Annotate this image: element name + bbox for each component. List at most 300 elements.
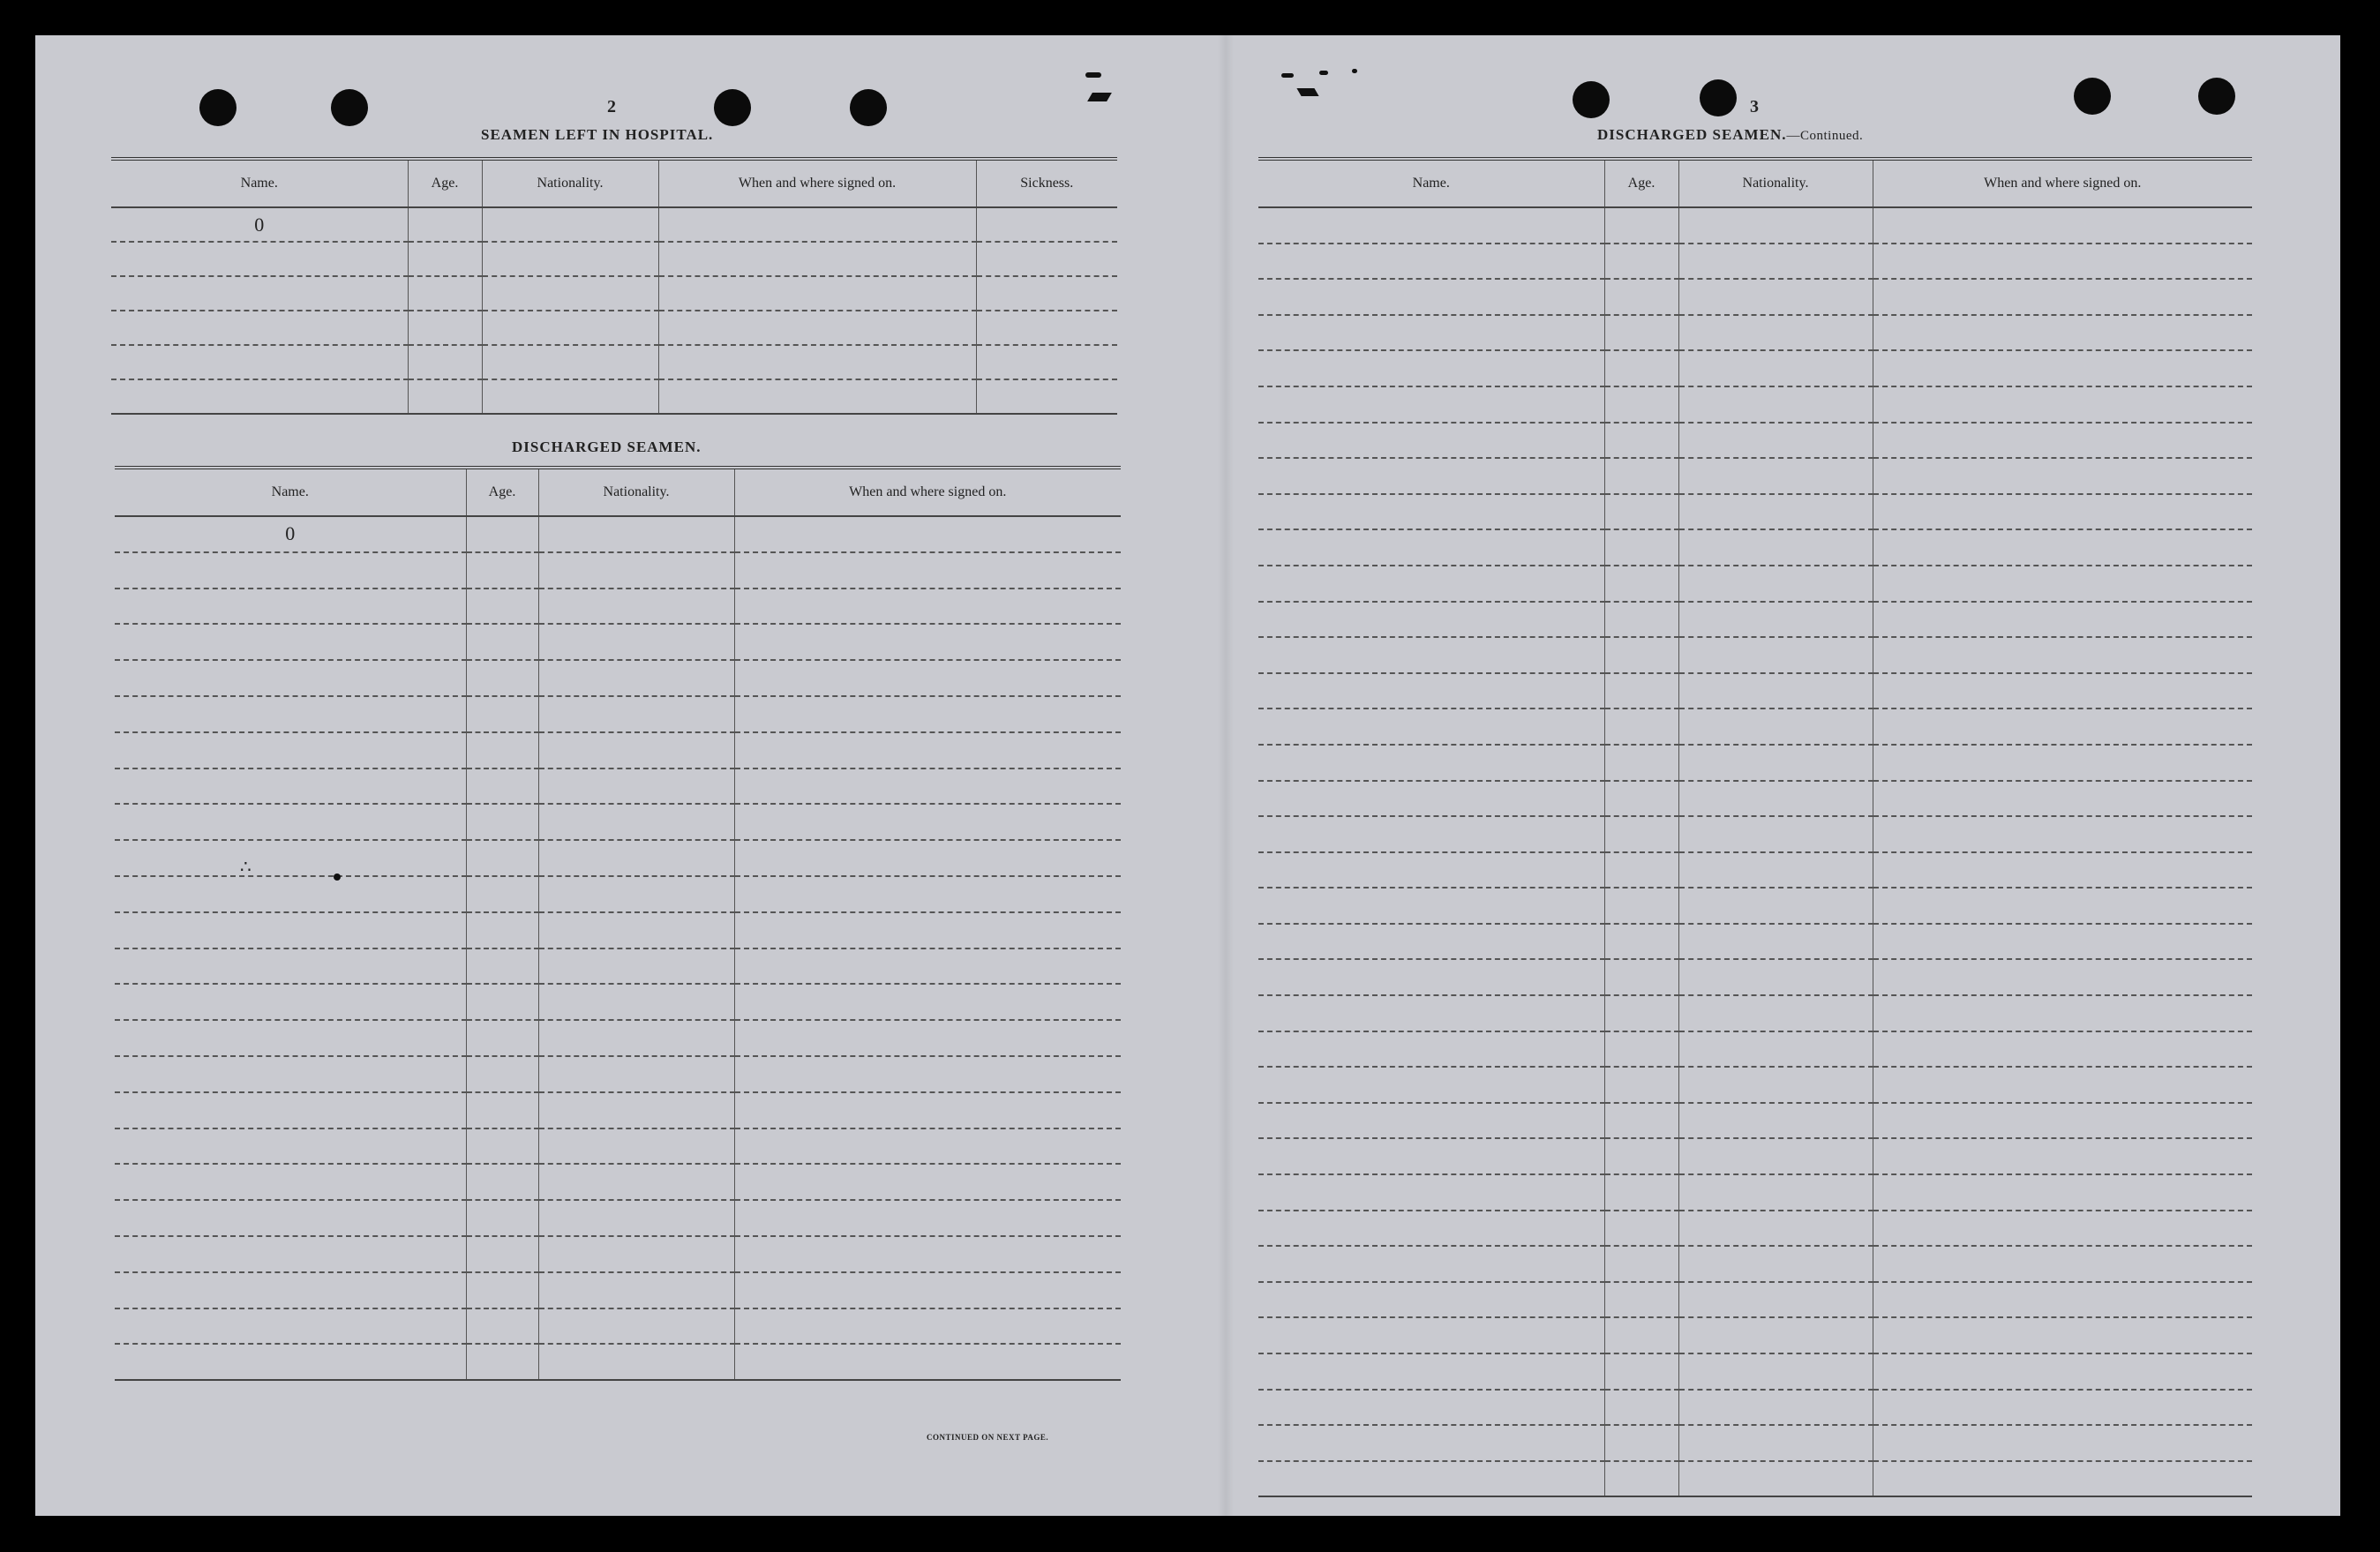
column-header-nationality: Nationality. [1678,159,1873,207]
table-row [115,876,1121,912]
table-cell-age [1604,995,1678,1031]
table-cell-name [1258,1246,1604,1282]
table-row [115,804,1121,840]
table-row [115,840,1121,876]
table-row [1258,423,2252,459]
table-row [115,1056,1121,1092]
table-row [111,345,1117,379]
table-row [1258,1353,2252,1390]
ink-speck [1087,93,1112,101]
table-cell-age [1604,852,1678,888]
table-cell-name [1258,529,1604,566]
table-cell-nationality [1678,350,1873,386]
table-cell-nationality [1678,386,1873,423]
table-cell-when-and-where-signed-on [658,345,976,379]
table-cell-nationality [1678,637,1873,673]
table-cell-nationality [538,696,734,732]
punch-hole [331,89,368,126]
table-cell-name [1258,1031,1604,1068]
table-cell-when-and-where-signed-on [1873,1390,2252,1426]
table-cell-when-and-where-signed-on [734,984,1121,1020]
table-cell-age [1604,494,1678,530]
handwritten-mark: ∴ [240,858,252,877]
table-row [1258,1390,2252,1426]
table-cell-when-and-where-signed-on [734,1056,1121,1092]
ink-speck [1281,73,1294,78]
table-cell-nationality [1678,244,1873,280]
table-cell-name [1258,745,1604,781]
table-cell-name [111,276,408,311]
table-row [115,660,1121,696]
table-cell-name [1258,244,1604,280]
table-row [115,1200,1121,1236]
table-row [115,984,1121,1020]
table-cell-name [115,1092,466,1128]
table-cell-when-and-where-signed-on [1873,1353,2252,1390]
continued-suffix: —Continued. [1786,129,1864,143]
table-cell-age [466,696,538,732]
discharged-continued-table [1258,157,2252,1497]
table-cell-age [1604,1031,1678,1068]
table-cell-nationality [538,660,734,696]
table-cell-nationality [538,948,734,985]
table-cell-nationality [538,552,734,589]
table-cell-when-and-where-signed-on [734,1164,1121,1200]
table-cell-when-and-where-signed-on [658,311,976,345]
table-cell-when-and-where-signed-on [1873,315,2252,351]
table-cell-when-and-where-signed-on [1873,852,2252,888]
table-row [1258,386,2252,423]
table-cell-name [115,624,466,660]
table-cell-nationality [1678,494,1873,530]
table-cell-when-and-where-signed-on [734,1236,1121,1272]
table-cell-age [466,1308,538,1345]
table-row [115,1344,1121,1380]
table-cell-age [1604,244,1678,280]
table-row [1258,244,2252,280]
table-row [1258,1425,2252,1461]
table-row [1258,816,2252,852]
table-cell-name [115,1164,466,1200]
table-row [111,379,1117,414]
table-cell-name [1258,1211,1604,1247]
table-cell-nationality [1678,852,1873,888]
table-cell-nationality [1678,1103,1873,1139]
discharged-section-title: DISCHARGED SEAMEN. [512,439,702,455]
table-cell-name [115,696,466,732]
table-cell-when-and-where-signed-on [734,876,1121,912]
table-row [115,516,1121,552]
table-cell-when-and-where-signed-on [734,660,1121,696]
table-cell-sickness [976,379,1117,414]
table-cell-nationality [538,516,734,552]
table-cell-name [1258,1353,1604,1390]
table-cell-when-and-where-signed-on [1873,1282,2252,1318]
table-cell-age [466,1164,538,1200]
table-row [1258,852,2252,888]
table-row [1258,1174,2252,1211]
table-cell-when-and-where-signed-on [1873,1425,2252,1461]
table-cell-when-and-where-signed-on [1873,494,2252,530]
table-cell-when-and-where-signed-on [1873,816,2252,852]
table-cell-age [1604,637,1678,673]
table-cell-name [115,1344,466,1380]
table-cell-nationality [1678,816,1873,852]
table-cell-nationality [482,311,658,345]
table-cell-name [115,912,466,948]
table-cell-nationality [538,876,734,912]
table-cell-name [1258,1138,1604,1174]
table-cell-when-and-where-signed-on [1873,458,2252,494]
table-cell-age [466,552,538,589]
table-cell-when-and-where-signed-on [1873,350,2252,386]
table-cell-name [1258,1317,1604,1353]
table-cell-when-and-where-signed-on [734,769,1121,805]
table-cell-when-and-where-signed-on [734,1308,1121,1345]
table-cell-when-and-where-signed-on [658,276,976,311]
table-cell-name [1258,350,1604,386]
table-cell-age [1604,1282,1678,1318]
table-cell-when-and-where-signed-on [658,207,976,242]
table-cell-name [115,1056,466,1092]
table-cell-nationality [1678,1282,1873,1318]
table-cell-name [115,1272,466,1308]
table-cell-when-and-where-signed-on [1873,673,2252,709]
table-cell-nationality [538,840,734,876]
table-cell-when-and-where-signed-on [734,516,1121,552]
table-cell-name [115,984,466,1020]
table-cell-age [408,379,482,414]
ink-speck [1352,69,1357,73]
table-row [1258,1246,2252,1282]
table-cell-when-and-where-signed-on [1873,709,2252,745]
table-cell-nationality [1678,888,1873,924]
table-row [115,624,1121,660]
table-cell-age [466,516,538,552]
table-cell-nationality [1678,924,1873,960]
table-cell-name [1258,602,1604,638]
table-row [115,552,1121,589]
column-header-age: Age. [1604,159,1678,207]
table-cell-name: 0 [111,207,408,242]
table-row [1258,494,2252,530]
table-cell-sickness [976,207,1117,242]
table-cell-when-and-where-signed-on [734,589,1121,625]
table-cell-age [466,660,538,696]
table-cell-when-and-where-signed-on [1873,207,2252,244]
column-header-when-and-where-signed-on: When and where signed on. [658,159,976,207]
table-cell-name [111,379,408,414]
table-cell-nationality [482,242,658,276]
table-row [115,1236,1121,1272]
table-cell-when-and-where-signed-on [734,948,1121,985]
table-row [1258,458,2252,494]
table-cell-nationality [1678,995,1873,1031]
table-cell-age [1604,745,1678,781]
table-cell-age [1604,1067,1678,1103]
table-row [115,1164,1121,1200]
table-cell-nationality [1678,1067,1873,1103]
table-row [115,696,1121,732]
table-cell-name [1258,888,1604,924]
table-cell-age [1604,1246,1678,1282]
table-row [115,589,1121,625]
column-header-nationality: Nationality. [538,468,734,516]
table-cell-name [115,552,466,589]
table-cell-nationality [538,589,734,625]
table-cell-age [1604,423,1678,459]
table-cell-nationality [1678,1031,1873,1068]
table-row [1258,1317,2252,1353]
ink-speck [1296,88,1318,96]
punch-hole [199,89,236,126]
table-cell-when-and-where-signed-on [1873,924,2252,960]
table-cell-name [1258,1461,1604,1497]
discharged-continued-title [1597,126,1863,144]
table-cell-name [1258,279,1604,315]
table-row [115,1308,1121,1345]
table-cell-name [1258,637,1604,673]
table-row [1258,745,2252,781]
table-cell-nationality [1678,458,1873,494]
table-cell-age [1604,279,1678,315]
table-cell-age [408,207,482,242]
discharged-continued-title-text: DISCHARGED SEAMEN. [1597,126,1787,143]
table-row [115,769,1121,805]
table-cell-name [115,769,466,805]
table-cell-name [115,948,466,985]
ink-speck [1085,72,1101,78]
table-cell-nationality [1678,1138,1873,1174]
table-cell-age [1604,207,1678,244]
table-row [1258,529,2252,566]
table-row [111,311,1117,345]
table-cell-name [1258,1390,1604,1426]
punch-hole [1573,81,1610,118]
table-cell-name [1258,781,1604,817]
table-cell-name [1258,207,1604,244]
table-cell-name [115,876,466,912]
table-cell-age [466,1236,538,1272]
table-cell-nationality [538,624,734,660]
table-cell-name [115,589,466,625]
table-cell-when-and-where-signed-on [734,552,1121,589]
table-row [115,1020,1121,1056]
table-cell-nationality [482,276,658,311]
table-cell-name [1258,1425,1604,1461]
table-row [1258,995,2252,1031]
table-cell-when-and-where-signed-on [734,1272,1121,1308]
table-cell-name [115,840,466,876]
table-cell-when-and-where-signed-on [734,732,1121,769]
table-cell-nationality [1678,1425,1873,1461]
table-cell-name [1258,423,1604,459]
table-cell-age [466,984,538,1020]
table-row [1258,1211,2252,1247]
table-cell-nationality [538,1092,734,1128]
table-cell-age [1604,924,1678,960]
table-cell-nationality [538,1236,734,1272]
table-row [115,1272,1121,1308]
table-cell-nationality [1678,959,1873,995]
document-sheet [35,35,2340,1516]
table-row [1258,1031,2252,1068]
table-cell-when-and-where-signed-on [1873,602,2252,638]
table-row [1258,673,2252,709]
table-cell-sickness [976,276,1117,311]
continued-note: CONTINUED ON NEXT PAGE. [927,1433,1049,1442]
table-cell-when-and-where-signed-on [1873,1103,2252,1139]
table-row [1258,1103,2252,1139]
table-cell-sickness [976,242,1117,276]
table-cell-age [1604,1211,1678,1247]
table-cell-age [1604,1138,1678,1174]
table-cell-name [111,345,408,379]
table-cell-when-and-where-signed-on [734,1344,1121,1380]
page-number-left: 2 [607,97,616,116]
table-cell-name [1258,852,1604,888]
table-cell-age [1604,1461,1678,1497]
table-cell-age [466,1272,538,1308]
table-cell-when-and-where-signed-on [734,624,1121,660]
table-cell-nationality [1678,1211,1873,1247]
table-cell-nationality [538,912,734,948]
table-row [1258,637,2252,673]
table-cell-when-and-where-signed-on [658,379,976,414]
table-cell-nationality [482,379,658,414]
table-cell-nationality [1678,529,1873,566]
table-cell-nationality [1678,602,1873,638]
punch-hole [1700,79,1737,116]
table-row [1258,924,2252,960]
table-cell-name [1258,1067,1604,1103]
table-cell-when-and-where-signed-on [734,804,1121,840]
table-cell-nationality [1678,279,1873,315]
table-cell-nationality [1678,423,1873,459]
table-row [115,912,1121,948]
table-row [1258,566,2252,602]
table-row [115,948,1121,985]
table-cell-when-and-where-signed-on [658,242,976,276]
table-cell-name [115,1308,466,1345]
table-row [111,276,1117,311]
table-cell-when-and-where-signed-on [1873,745,2252,781]
column-header-when-and-where-signed-on: When and where signed on. [734,468,1121,516]
table-cell-age [1604,566,1678,602]
table-cell-name [1258,959,1604,995]
table-cell-when-and-where-signed-on [1873,1461,2252,1497]
table-cell-age [466,876,538,912]
table-cell-nationality [1678,315,1873,351]
punch-hole [850,89,887,126]
table-cell-when-and-where-signed-on [1873,279,2252,315]
table-cell-age [1604,315,1678,351]
table-cell-name [115,1020,466,1056]
table-row [1258,279,2252,315]
table-row [1258,315,2252,351]
table-cell-age [466,1056,538,1092]
table-cell-nationality [1678,1246,1873,1282]
table-cell-name [1258,1282,1604,1318]
table-cell-name [1258,673,1604,709]
table-cell-age [466,840,538,876]
punch-hole [2198,78,2235,115]
table-cell-when-and-where-signed-on [734,912,1121,948]
table-row [115,1128,1121,1165]
table-cell-name [1258,816,1604,852]
table-cell-name [115,1200,466,1236]
table-row [1258,959,2252,995]
table-cell-nationality [1678,1353,1873,1390]
table-cell-when-and-where-signed-on [734,1092,1121,1128]
table-cell-when-and-where-signed-on [1873,1246,2252,1282]
table-row [1258,1138,2252,1174]
table-cell-age [1604,386,1678,423]
column-header-name: Name. [111,159,408,207]
table-cell-nationality [538,1128,734,1165]
table-cell-nationality [538,1344,734,1380]
table-cell-when-and-where-signed-on [1873,1031,2252,1068]
table-cell-age [1604,816,1678,852]
table-cell-when-and-where-signed-on [1873,423,2252,459]
table-cell-age [1604,959,1678,995]
column-header-age: Age. [466,468,538,516]
table-row [115,1092,1121,1128]
table-cell-name [115,732,466,769]
table-cell-when-and-where-signed-on [1873,1174,2252,1211]
table-cell-age [408,242,482,276]
table-cell-name [115,1236,466,1272]
table-cell-nationality [538,1308,734,1345]
table-cell-when-and-where-signed-on [1873,781,2252,817]
table-cell-when-and-where-signed-on [1873,1211,2252,1247]
table-cell-name [115,1128,466,1165]
table-cell-when-and-where-signed-on [1873,244,2252,280]
table-cell-nationality [1678,1461,1873,1497]
table-cell-nationality [538,984,734,1020]
table-cell-age [1604,602,1678,638]
table-cell-when-and-where-signed-on [1873,386,2252,423]
table-cell-age [1604,1425,1678,1461]
table-cell-age [1604,1174,1678,1211]
table-cell-name [111,242,408,276]
table-row [111,207,1117,242]
table-row [1258,1282,2252,1318]
table-cell-nationality [538,769,734,805]
table-cell-sickness [976,311,1117,345]
table-cell-nationality [538,1272,734,1308]
table-cell-age [466,1344,538,1380]
punch-hole [2074,78,2111,115]
hospital-table [111,157,1117,415]
table-cell-nationality [482,345,658,379]
table-cell-age [1604,709,1678,745]
table-cell-when-and-where-signed-on [1873,1317,2252,1353]
table-cell-name [1258,494,1604,530]
table-cell-when-and-where-signed-on [734,696,1121,732]
hospital-section-title: SEAMEN LEFT IN HOSPITAL. [481,126,714,143]
table-cell-age [466,1128,538,1165]
table-cell-age [466,769,538,805]
table-cell-when-and-where-signed-on [734,1128,1121,1165]
table-cell-sickness [976,345,1117,379]
column-header-when-and-where-signed-on: When and where signed on. [1873,159,2252,207]
table-cell-name [1258,458,1604,494]
table-cell-age [1604,888,1678,924]
table-cell-when-and-where-signed-on [1873,959,2252,995]
column-header-nationality: Nationality. [482,159,658,207]
table-cell-age [1604,458,1678,494]
